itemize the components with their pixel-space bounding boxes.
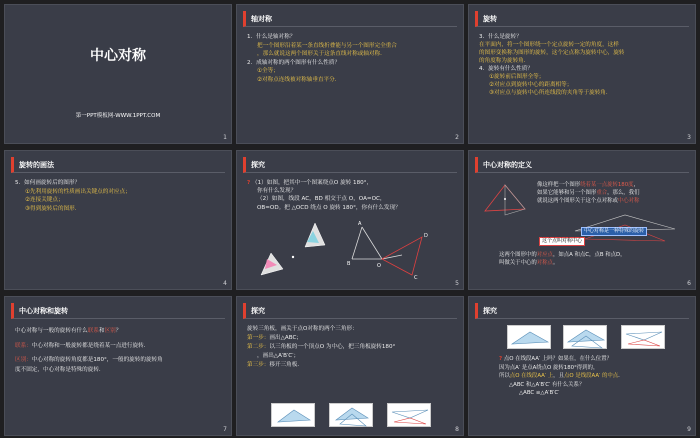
figure-image-2 — [563, 325, 607, 349]
slide-thumbnail-6[interactable] — [468, 150, 696, 290]
rotation-figure — [257, 217, 457, 281]
slide-header: 中心对称和旋转 — [11, 303, 225, 319]
text-line: 叫做关于中心的 — [499, 260, 537, 266]
slide-header: 旋转的画法 — [11, 157, 225, 173]
text-line: 1．什么是轴对称？ — [247, 34, 296, 40]
slide-header: 探究 — [475, 303, 689, 319]
slide-thumbnail-7[interactable] — [4, 296, 232, 436]
vertex-label: B — [347, 261, 351, 267]
step-image-2 — [329, 403, 373, 427]
slide-body — [479, 33, 687, 97]
text-highlight: 重合 — [596, 190, 608, 196]
text-highlight: 点O 是线段AA′ 的中点 — [563, 373, 619, 379]
slide-number: 6 — [687, 280, 691, 287]
text-line: ？ — [115, 328, 122, 334]
text-line: ，且 — [553, 373, 564, 379]
text-line: 的图形变换称为图形的旋转，这个定点称为旋转中心，旋转 — [479, 50, 625, 56]
text-highlight: 对称点 — [536, 260, 553, 266]
slide-body — [499, 355, 687, 398]
vertex-label: O — [377, 263, 381, 269]
text-line: 这两个图形中的 — [499, 252, 537, 258]
text-highlight: 区别 — [104, 328, 116, 334]
slide-thumbnail-1[interactable] — [4, 4, 232, 144]
text-line: 你有什么发现？ — [257, 188, 297, 195]
text-line: 就说这两个图形关于这个点对称或 — [537, 198, 618, 204]
pattern-figure — [261, 223, 325, 275]
text-highlight: 第三步： — [247, 362, 270, 368]
text-line: ③对应点与旋转中心所连线段的夹角等于旋转角． — [489, 90, 612, 96]
slide-header: 中心对称的定义 — [475, 157, 689, 173]
text-highlight: 第一步： — [247, 335, 270, 341]
vertex-label: C — [414, 275, 418, 281]
text-line: 。 — [552, 260, 559, 266]
text-highlight: 联系 — [87, 328, 99, 334]
text-highlight: 中心对称 — [617, 198, 640, 204]
text-line: ． — [618, 373, 624, 379]
slide-number: 7 — [223, 426, 227, 433]
text-line: ，那么，我们 — [607, 190, 640, 196]
text-line: ，如点A 和点C，点B 和点D， — [552, 252, 626, 258]
slide-number: 4 — [223, 280, 227, 287]
text-line: ②连接关键点； — [25, 197, 64, 204]
text-line: 3．什么是旋转？ — [479, 34, 522, 40]
slide-thumbnail-3[interactable] — [468, 4, 696, 144]
slide-title: 中心对称 — [90, 48, 146, 64]
slide-number: 5 — [455, 280, 459, 287]
text-line: ，画出△A′B′C′； — [257, 353, 300, 359]
text-line: 中心对称和一般旋转都是绕着某一点进行旋转． — [31, 342, 150, 349]
text-highlight: 联系： — [15, 342, 32, 349]
text-line: 5．如何画旋转后的图形？ — [15, 180, 81, 186]
text-line: 因为点A′ 是点A绕点O 旋转180°得到的， — [499, 364, 599, 371]
text-line: ①先利用旋转的性质画出关键点的对应点； — [25, 188, 131, 195]
text-line: ②对称点连线被对称轴垂直平分． — [257, 76, 341, 83]
slide-header: 探究 — [243, 157, 457, 173]
text-line: 点O 在线段AA′ 上吗？如果在，在什么位置？ — [503, 356, 612, 362]
slide-header: 轴对称 — [243, 11, 457, 27]
text-line: （1）如图，把其中一个图案绕点O 旋转 180°， — [252, 180, 373, 186]
slide-thumbnail-8[interactable] — [236, 296, 464, 436]
text-line: 如果它能够和另一个图形 — [537, 190, 597, 196]
text-line: 所以 — [499, 373, 510, 379]
text-line: ①旋转前后图形全等； — [489, 74, 545, 80]
text-line: △ABC 和△A′B′C′ 有什么关系？ — [509, 381, 585, 388]
text-highlight: 绕着某一点旋转180度 — [580, 182, 634, 188]
slide-number: 1 — [223, 134, 227, 141]
step-image-1 — [271, 403, 315, 427]
text-line: 画出△ABC； — [269, 335, 302, 341]
text-line: ，那么就说这两个图形关于这条直线对称或轴对称． — [257, 51, 386, 58]
figure-image-1 — [507, 325, 551, 349]
slide-number: 8 — [455, 426, 459, 433]
text-line: 旋转三角板，画关于点O对称的两个三角形： — [247, 326, 358, 332]
text-line: ， — [633, 182, 639, 188]
text-line: 中心对称的旋转角度都是180°，一般的旋转的旋转角 — [31, 357, 163, 363]
slide-header: 旋转 — [475, 11, 689, 27]
slide-number: 3 — [687, 134, 691, 141]
text-line: 像这样把一个图形 — [537, 182, 581, 188]
slide-header: 探究 — [243, 303, 457, 319]
callout-center: 这个点叫对称中心 — [539, 237, 585, 246]
step-image-3 — [387, 403, 431, 427]
text-line: 2．成轴对称的两个图形有什么性质？ — [247, 59, 341, 66]
slide-body — [15, 327, 223, 375]
text-line: 中心对称与一般的旋转有什么 — [15, 328, 88, 334]
vertex-label: A — [358, 221, 362, 227]
text-line: 以三角板的一个顶点O 为中心，把三角板旋转180° — [269, 344, 396, 350]
callout-special-rotation: 中心对称是一种特殊的旋转 — [581, 227, 647, 236]
slide-body-lower — [499, 251, 687, 267]
vertex-label: D — [424, 233, 428, 239]
text-line: 4．旋转有什么性质？ — [479, 66, 533, 72]
text-line: 把一个图形沿着某一条直线折叠能与另一个图形完全重合 — [257, 42, 397, 49]
slide-thumbnail-4[interactable] — [4, 150, 232, 290]
question-icon: ? — [247, 180, 251, 186]
text-line: 的角度称为旋转角． — [479, 58, 530, 64]
text-line: （2）如图，线段 AC，BD 相交于点 O，OA=OC， — [257, 196, 386, 203]
slide-body — [15, 179, 223, 213]
text-line: ②对应点到旋转中心的距离相等； — [489, 82, 573, 88]
triangle-figure — [347, 221, 428, 281]
slide-body — [247, 325, 455, 370]
text-line: 度不固定，中心对称是特殊的旋转． — [15, 366, 105, 373]
triangle-diagram — [475, 181, 535, 221]
slide-body — [537, 181, 687, 205]
slide-thumbnail-9[interactable] — [468, 296, 696, 436]
text-line: ①全等； — [257, 68, 279, 75]
slide-body — [247, 179, 455, 212]
slide-number: 2 — [455, 134, 459, 141]
text-line: 和 — [98, 328, 105, 334]
text-highlight: 点O 在线段AA′ 上 — [509, 373, 554, 379]
slide-subtitle: 第一PPT模板网-WWW.1PPT.COM — [75, 113, 161, 119]
slide-body — [247, 33, 455, 85]
text-line: OB=OD。把 △OCD 绕点 O 旋转 180°，你有什么发现？ — [257, 204, 401, 211]
text-highlight: 区别： — [15, 357, 32, 363]
text-line: 在平面内，将一个图形绕一个定点旋转一定的角度，这样 — [479, 42, 619, 48]
text-highlight: 对应点 — [536, 252, 553, 258]
slide-number: 9 — [687, 426, 691, 433]
figure-image-3 — [621, 325, 665, 349]
question-icon: ? — [499, 356, 503, 362]
text-line: ③得到旋转后的图形． — [25, 205, 81, 212]
slide-thumbnail-2[interactable] — [236, 4, 464, 144]
slide-thumbnail-5[interactable] — [236, 150, 464, 290]
text-highlight: 第二步： — [247, 344, 270, 350]
text-line: 移开三角板． — [269, 362, 303, 368]
text-line: △ABC ≌△A′B′C′ — [519, 390, 560, 396]
